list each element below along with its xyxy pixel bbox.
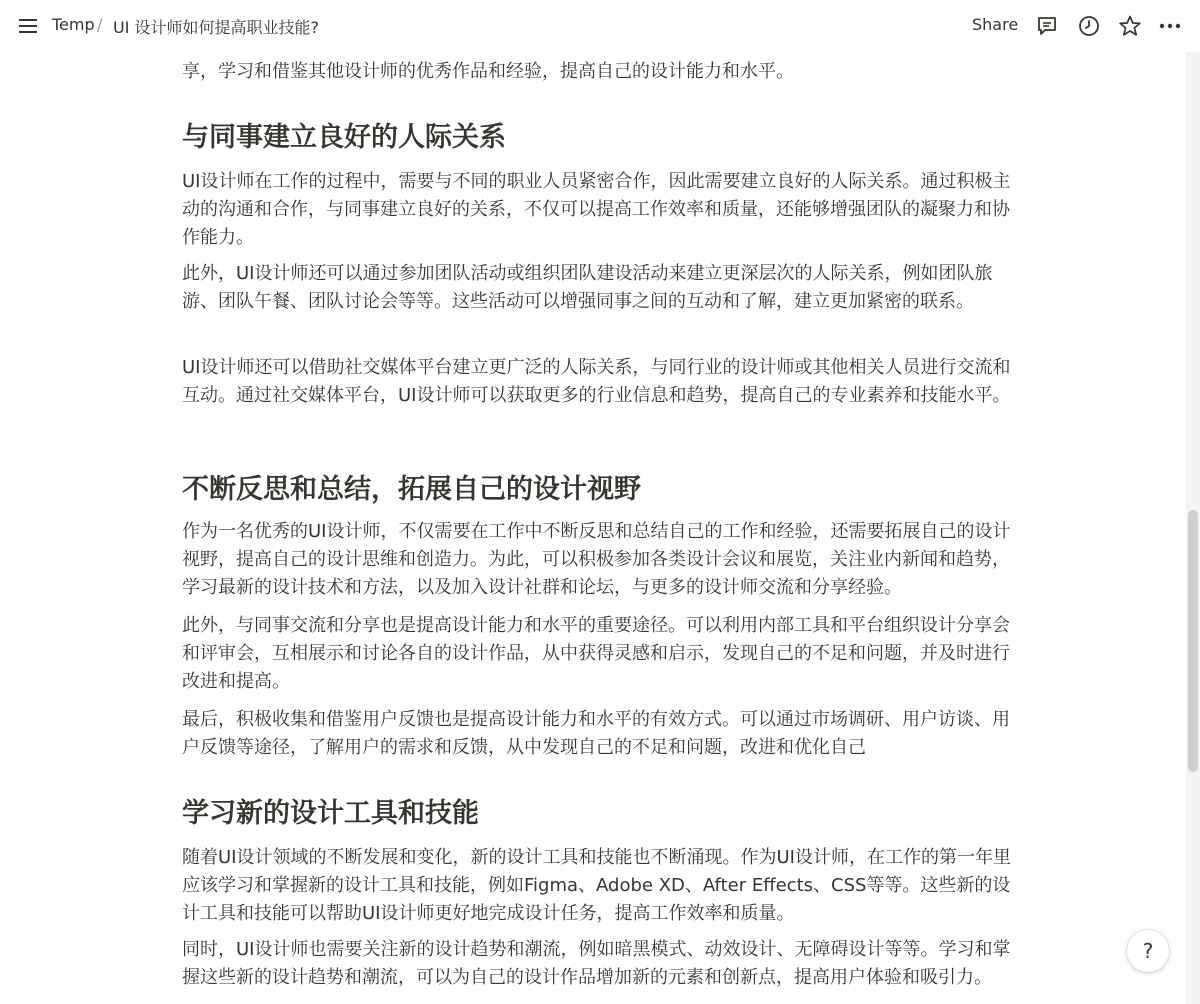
menu-icon[interactable] — [18, 16, 38, 36]
paragraph: 此外，UI设计师还可以通过参加团队活动或组织团队建设活动来建立更深层次的人际关系，例如团队旅游、团队午餐、团队讨论会等等。这些活动可以增强同事之间的互动和了解，建立更加紧密的联系。 — [182, 263, 993, 312]
help-button[interactable]: ? — [1127, 930, 1169, 972]
section-heading: 与同事建立良好的人际关系 — [182, 122, 506, 153]
paragraph: 最后，积极收集和借鉴用户反馈也是提高设计能力和水平的有效方式。可以通过市场调研、用户访谈、用户反馈等途径，了解用户的需求和反馈，从中发现自己的不足和问题，改进和优化自己 — [182, 709, 1010, 758]
star-icon[interactable] — [1118, 14, 1142, 38]
paragraph: UI设计师在工作的过程中，需要与不同的职业人员紧密合作，因此需要建立良好的人际关系。通过积极主动的沟通和合作，与同事建立良好的关系，不仅可以提高工作效率和质量，还能够增强团队的凝聚力和协作能力。 — [182, 171, 1011, 248]
breadcrumb-workspace[interactable]: Temp — [52, 15, 95, 34]
comment-icon[interactable] — [1035, 14, 1059, 38]
paragraph: 此外，与同事交流和分享也是提高设计能力和水平的重要途径。可以利用内部工具和平台组织设计分享会和评审会，互相展示和讨论各自的设计作品，从中获得灵感和启示，发现自己的不足和问题，并及时进行改进和提高。 — [182, 615, 1010, 692]
more-icon[interactable] — [1158, 14, 1182, 38]
section-heading: 不断反思和总结，拓展自己的设计视野 — [182, 474, 641, 505]
breadcrumb-page-title[interactable]: UI 设计师如何提高职业技能? — [113, 18, 320, 37]
paragraph: 随着UI设计领域的不断发展和变化，新的设计工具和技能也不断涌现。作为UI设计师，在工作的第一年里应该学习和掌握新的设计工具和技能，例如Figma、Adobe XD、After Effects、CSS等等。这些新的设计工具和技能可以帮助UI设计师更好地完成设计任务，提高工作效率和质量。 — [182, 847, 1011, 924]
scrollbar-thumb[interactable] — [1188, 510, 1198, 772]
paragraph: UI设计师还可以借助社交媒体平台建立更广泛的人际关系，与同行业的设计师或其他相关人员进行交流和互动。通过社交媒体平台，UI设计师可以获取更多的行业信息和趋势，提高自己的专业素养和技能水平。 — [182, 357, 1011, 406]
share-button[interactable]: Share — [972, 15, 1019, 34]
paragraph: 同时，UI设计师也需要关注新的设计趋势和潮流，例如暗黑模式、动效设计、无障碍设计等等。学习和掌握这些新的设计趋势和潮流，可以为自己的设计作品增加新的元素和创新点，提高用户体验和吸引力。 — [182, 939, 1011, 988]
breadcrumb-separator: / — [97, 15, 103, 34]
top-bar — [0, 0, 1200, 52]
paragraph: 享，学习和借鉴其他设计师的优秀作品和经验，提高自己的设计能力和水平。 — [182, 61, 794, 82]
history-icon[interactable] — [1077, 14, 1101, 38]
section-heading: 学习新的设计工具和技能 — [182, 798, 479, 829]
paragraph: 作为一名优秀的UI设计师，不仅需要在工作中不断反思和总结自己的工作和经验，还需要拓展自己的设计视野，提高自己的设计思维和创造力。为此，可以积极参加各类设计会议和展览，关注业内新闻和趋势，学习最新的设计技术和方法，以及加入设计社群和论坛，与更多的设计师交流和分享经验。 — [182, 521, 1011, 598]
